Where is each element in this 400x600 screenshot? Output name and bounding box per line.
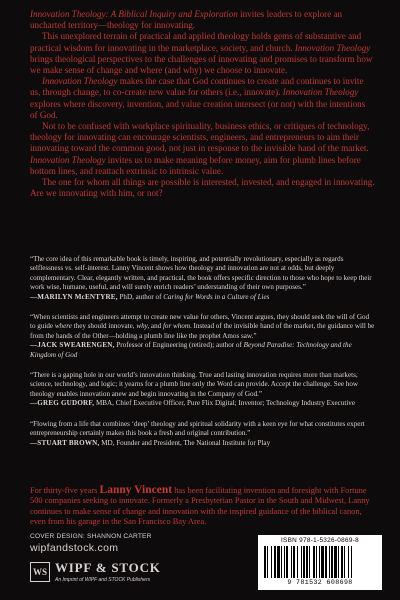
barcode-digits: 9 781532 608698	[287, 579, 353, 586]
endorsement-attribution: —JACK SWEARENGEN, Professor of Engineering (retired); author of Beyond Paradise: Technology and the Kingdom of God	[30, 341, 352, 359]
endorsement-swearengen	[30, 313, 375, 360]
endorsement-brown	[30, 420, 375, 448]
publisher-logo-icon: WS	[30, 562, 50, 582]
endorsement-quote: “The core idea of this remarkable book is timely, inspiring, and potentially revolutionary, especially as regards selflessness vs. self-interest. Lanny Vincent shows how theology and innovation are not at odds, but deeply complementary. Clear, elegantly written, and practical, the book offers specific direction to those who hope to keep their work wise, humane, useful, and will surely enrich readers’ understanding of their own purposes.”	[30, 255, 372, 292]
endorsement-quote: “There is a gaping hole in our world’s innovation thinking. True and lasting innovation requires more than markets, science, technology, and logic; it yearns for a plumb line only the Word can provide. Accept the challenge. See how theology enables innovation anew and begin innovating in the Company of God.”	[30, 371, 359, 398]
description-paragraph-5: The one for whom all things are possible is interested, invested, and engaged in innovating. Are we innovating with him, or not?	[30, 177, 375, 199]
description-paragraph-2: This unexplored terrain of practical and applied theology holds gems of substantive and practical wisdom for innovating in the marketplace, society, and church. Innovation Theology brings theological perspectives to the challenges of innovating and promises to transform how we make sense of change and where (and why) we choose to innovate.	[30, 31, 373, 76]
book-title-italic: Innovation Theology	[294, 42, 371, 53]
publisher-block	[30, 560, 161, 583]
publisher-name: WIPF & STOCK	[55, 560, 161, 575]
book-description	[30, 9, 375, 199]
isbn-barcode	[258, 535, 382, 590]
endorsement-quote: “When scientists and engineers attempt to create new value for others, Vincent argues, they should seek the will of God to guide where they should innovate, why, and for whom. Instead of the invisible hand of the market, the guidance will be from the hands of the Other—holding a plumb line like the prophet Amos saw.”	[30, 313, 375, 340]
endorsement-quote: “Flowing from a life that combines ‘deep’ theology and spiritual solidarity with a keen eye for what constitutes expert entrepreneurship certainly makes this book a fresh and original contribution.”	[30, 419, 365, 438]
book-title-italic: Innovation Theology: A Biblical Inquiry and Exploration	[30, 9, 238, 19]
publisher-imprint: An Imprint of WIPF and STOCK Publishers	[55, 577, 151, 583]
isbn-number: ISBN 978-1-5326-0869-8	[280, 537, 359, 544]
endorsement-mcentyre	[30, 255, 375, 302]
publisher-website: wipfandstock.com	[30, 542, 119, 554]
description-paragraph-4: Not to be confused with workplace spirituality, business ethics, or critiques of technology, theology for innovating can encourage scientists, engineers, and entrepreneurs to aim their innovating toward the common good, not just in response to the invisible hand of the market. Innovation Theology invites us to make meaning before money, aim for plumb lines before bottom lines, and reattach extrinsic to intrinsic value.	[30, 121, 370, 176]
author-name: Lanny Vincent	[99, 484, 173, 496]
barcode-icon	[264, 546, 376, 578]
book-title-italic: Innovation Theology	[282, 87, 359, 98]
endorsement-attribution: —STUART BROWN, MD, Founder and President, The National Institute for Play	[30, 438, 271, 447]
description-paragraph-1: Innovation Theology: A Biblical Inquiry and Exploration invites leaders to explore an uncharted territory—theology for innovating.	[30, 9, 343, 31]
description-paragraph-3: Innovation Theology makes the case that God continues to create and continues to invite us, through change, to co-create new value for others (i.e., innovate). Innovation Theology explores where discovery, invention, and value creation intersect (or not) with the intentions of God.	[30, 76, 366, 120]
endorsement-gudorf	[30, 371, 375, 409]
publisher-footer	[30, 533, 161, 583]
book-title-italic: Innovation Theology	[42, 76, 118, 87]
endorsements	[30, 255, 375, 459]
endorsement-attribution: —MARILYN McENTYRE, PhD, author of Caring for Words in a Culture of Lies	[30, 292, 270, 301]
endorsement-attribution: —GREG GUDORF, MBA, Chief Executive Officer, Pure Flix Digital; Inventor; Technology Industry Executive	[30, 399, 355, 408]
book-title-italic: Innovation Theology	[30, 154, 106, 165]
cover-design-credit: COVER DESIGN: SHANNON CARTER	[30, 533, 152, 540]
author-bio: For thirty-five years Lanny Vincent has been facilitating invention and foresight with Fortune 500 companies seeking to innovate. Formerly a Presbyterian Pastor in the South and Midwest, Lanny continues to make sense of change and innovation with the inspired guidance of the biblical canon, even from his garage in the San Francisco Bay Area.	[30, 484, 370, 527]
